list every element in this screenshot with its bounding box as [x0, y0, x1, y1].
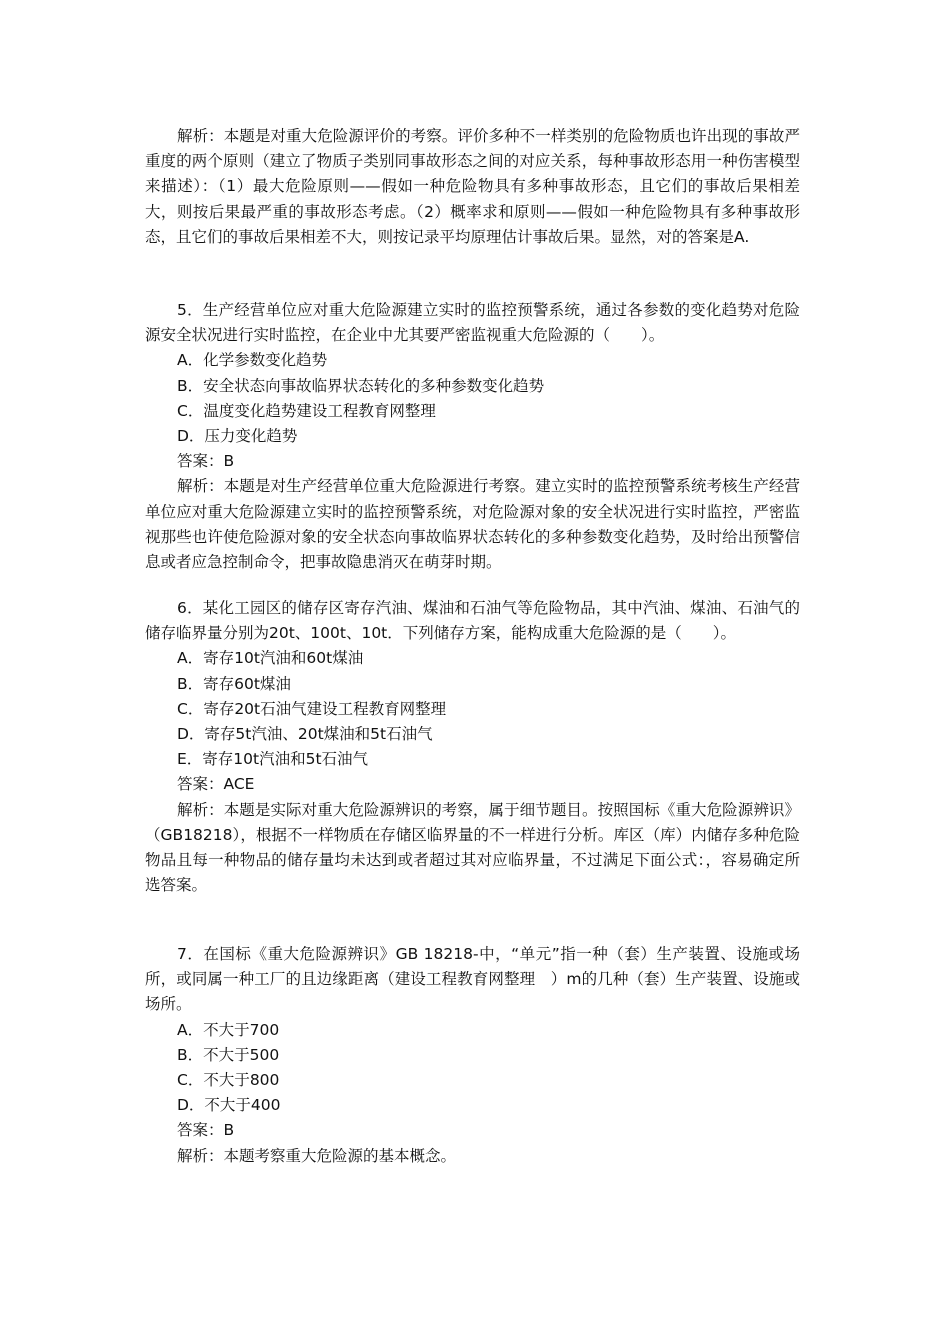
- q7-option-d: D．不大于400: [177, 1096, 281, 1115]
- q5-explanation: 解析：本题是对生产经营单位重大危险源进行考察。建立实时的监控预警系统考核生产经营单位应对重大危险源建立实时的监控预警系统，对危险源对象的安全状况进行实时监控，严密监视那些也许使危险源对象的安全状态向事故临界状态转化的多种参数变化趋势，及时给出预警信息或者应急控制命令，把事故隐患消灭在萌芽时期。: [145, 477, 800, 572]
- q5-option-a: A．化学参数变化趋势: [177, 351, 328, 370]
- q7-explanation: 解析：本题考察重大危险源的基本概念。: [177, 1146, 457, 1165]
- q7-section: [145, 942, 800, 1169]
- q6-section: [145, 596, 800, 898]
- q7-option-b: B．不大于500: [177, 1045, 280, 1064]
- q5-option-b: B．安全状态向事故临界状态转化的多种参数变化趋势: [177, 376, 545, 395]
- q5-question: 5．生产经营单位应对重大危险源建立实时的监控预警系统，通过各参数的变化趋势对危险源安全状况进行实时监控，在企业中尤其要严密监视重大危险源的（ ）。: [145, 301, 800, 345]
- q7-answer: 答案：B: [177, 1121, 235, 1140]
- q6-explanation: 解析：本题是实际对重大危险源辨识的考察，属于细节题目。按照国标《重大危险源辨识》（GB18218），根据不一样物质在存储区临界量的不一样进行分析。库区（库）内储存多种危险物品且每一种物品的储存量均未达到或者超过其对应临界量，不过满足下面公式：，容易确定所选答案。: [145, 800, 800, 895]
- q4-section: [145, 124, 800, 250]
- q6-option-a: A．寄存10t汽油和60t煤油: [177, 649, 364, 668]
- q7-option-c: C．不大于800: [177, 1071, 280, 1090]
- q6-answer: 答案：ACE: [177, 775, 255, 794]
- q5-answer: 答案：B: [177, 452, 235, 471]
- q7-question: 7．在国标《重大危险源辨识》GB 18218-中，“单元”指一种（套）生产装置、设施或场所，或同属一种工厂的且边缘距离（建设工程教育网整理 ）m的几种（套）生产装置、设施或场所。: [145, 945, 800, 1014]
- q5-section: [145, 298, 800, 575]
- q6-option-b: B．寄存60t煤油: [177, 674, 291, 693]
- q6-question: 6．某化工园区的储存区寄存汽油、煤油和石油气等危险物品，其中汽油、煤油、石油气的储存临界量分别为20t、100t、10t．下列储存方案，能构成重大危险源的是（ ）。: [145, 599, 800, 643]
- q5-option-d: D．压力变化趋势: [177, 427, 298, 446]
- q6-option-e: E．寄存10t汽油和5t石油气: [177, 750, 369, 769]
- q5-option-c: C．温度变化趋势建设工程教育网整理: [177, 401, 436, 420]
- q6-option-c: C．寄存20t石油气建设工程教育网整理: [177, 699, 447, 718]
- q7-option-a: A．不大于700: [177, 1020, 280, 1039]
- q6-option-d: D．寄存5t汽油、20t煤油和5t石油气: [177, 725, 433, 744]
- q4-explanation: 解析：本题是对重大危险源评价的考察。评价多种不一样类别的危险物质也许出现的事故严重度的两个原则（建立了物质子类别同事故形态之间的对应关系，每种事故形态用一种伤害模型来描述）：（1）最大危险原则——假如一种危险物具有多种事故形态，且它们的事故后果相差大，则按后果最严重的事故形态考虑。（2）概率求和原则——假如一种危险物具有多种事故形态，且它们的事故后果相差不大，则按记录平均原理估计事故后果。显然，对的答案是A.: [145, 127, 800, 246]
